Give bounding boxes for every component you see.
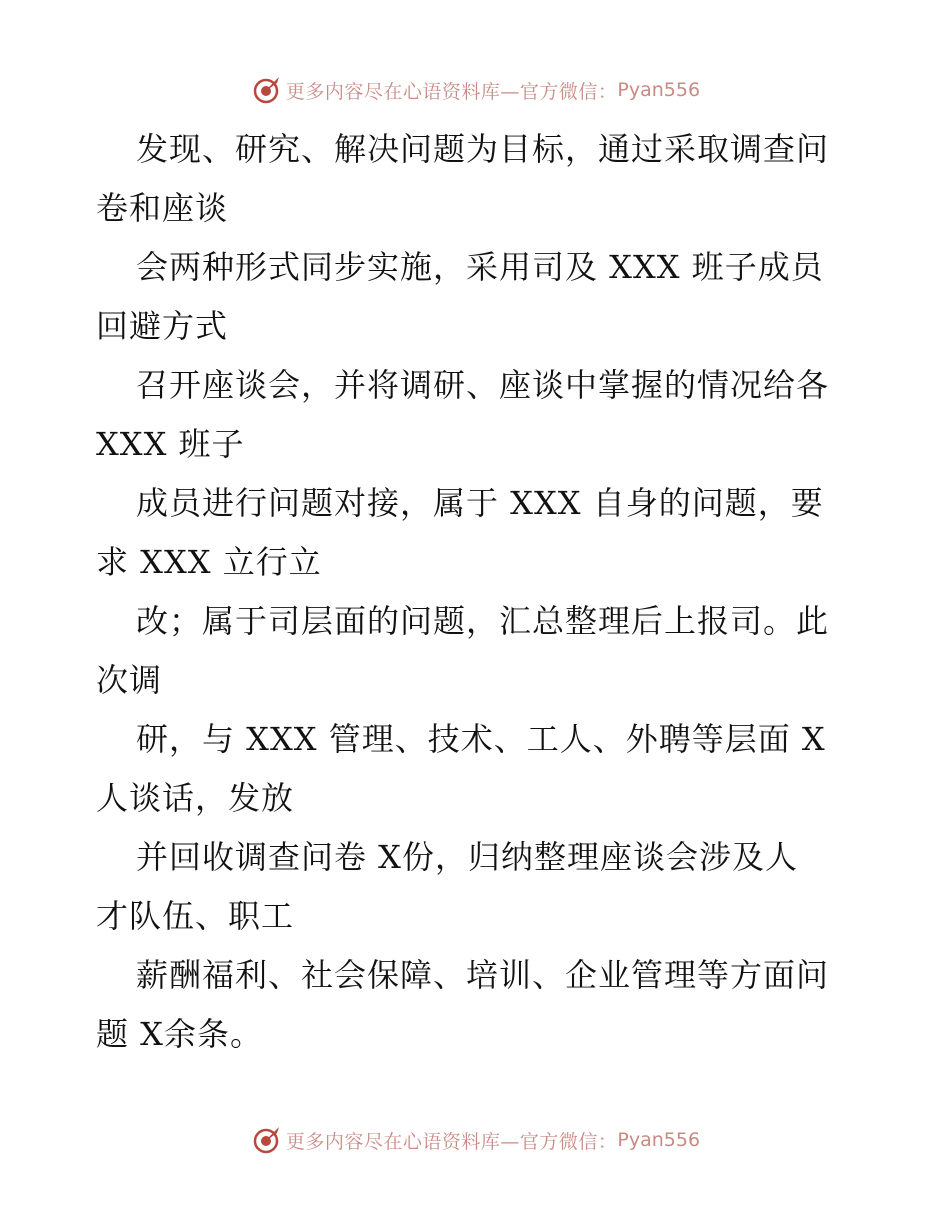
header-watermark bbox=[0, 70, 950, 110]
body-line: 次调 bbox=[96, 661, 163, 699]
body-line: 人谈话，发放 bbox=[96, 779, 295, 817]
body-line: 题 X余条。 bbox=[96, 1015, 263, 1053]
body-line: 才队伍、职工 bbox=[96, 897, 295, 935]
body-line: 改；属于司层面的问题，汇总整理后上报司。此 bbox=[136, 602, 830, 640]
watermark-text: 更多内容尽在心语资料库—官方微信： bbox=[285, 1130, 618, 1153]
document-body bbox=[96, 120, 876, 1064]
body-line: 召开座谈会，并将调研、座谈中掌握的情况给各 bbox=[136, 366, 830, 404]
body-line: 研，与 XXX 管理、技术、工人、外聘等层面 X bbox=[136, 720, 826, 758]
watermark-id: Pyan556 bbox=[617, 1129, 701, 1151]
body-line: 回避方式 bbox=[96, 307, 229, 345]
body-line: XXX 班子 bbox=[96, 425, 245, 463]
body-line: 求 XXX 立行立 bbox=[96, 543, 322, 581]
footer-watermark bbox=[0, 1120, 950, 1160]
body-line: 卷和座谈 bbox=[96, 189, 229, 227]
body-line: 会两种形式同步实施，采用司及 XXX 班子成员 bbox=[136, 248, 824, 286]
body-line: 并回收调查问卷 X份，归纳整理座谈会涉及人 bbox=[136, 838, 798, 876]
body-line: 成员进行问题对接，属于 XXX 自身的问题，要 bbox=[136, 484, 824, 522]
quill-seal-icon bbox=[250, 1124, 282, 1156]
watermark-text: 更多内容尽在心语资料库—官方微信： bbox=[285, 80, 618, 103]
body-line: 薪酬福利、社会保障、培训、企业管理等方面问 bbox=[136, 956, 830, 994]
quill-seal-icon bbox=[250, 74, 282, 106]
watermark-id: Pyan556 bbox=[617, 79, 701, 101]
body-line: 发现、研究、解决问题为目标，通过采取调查问 bbox=[136, 130, 830, 168]
